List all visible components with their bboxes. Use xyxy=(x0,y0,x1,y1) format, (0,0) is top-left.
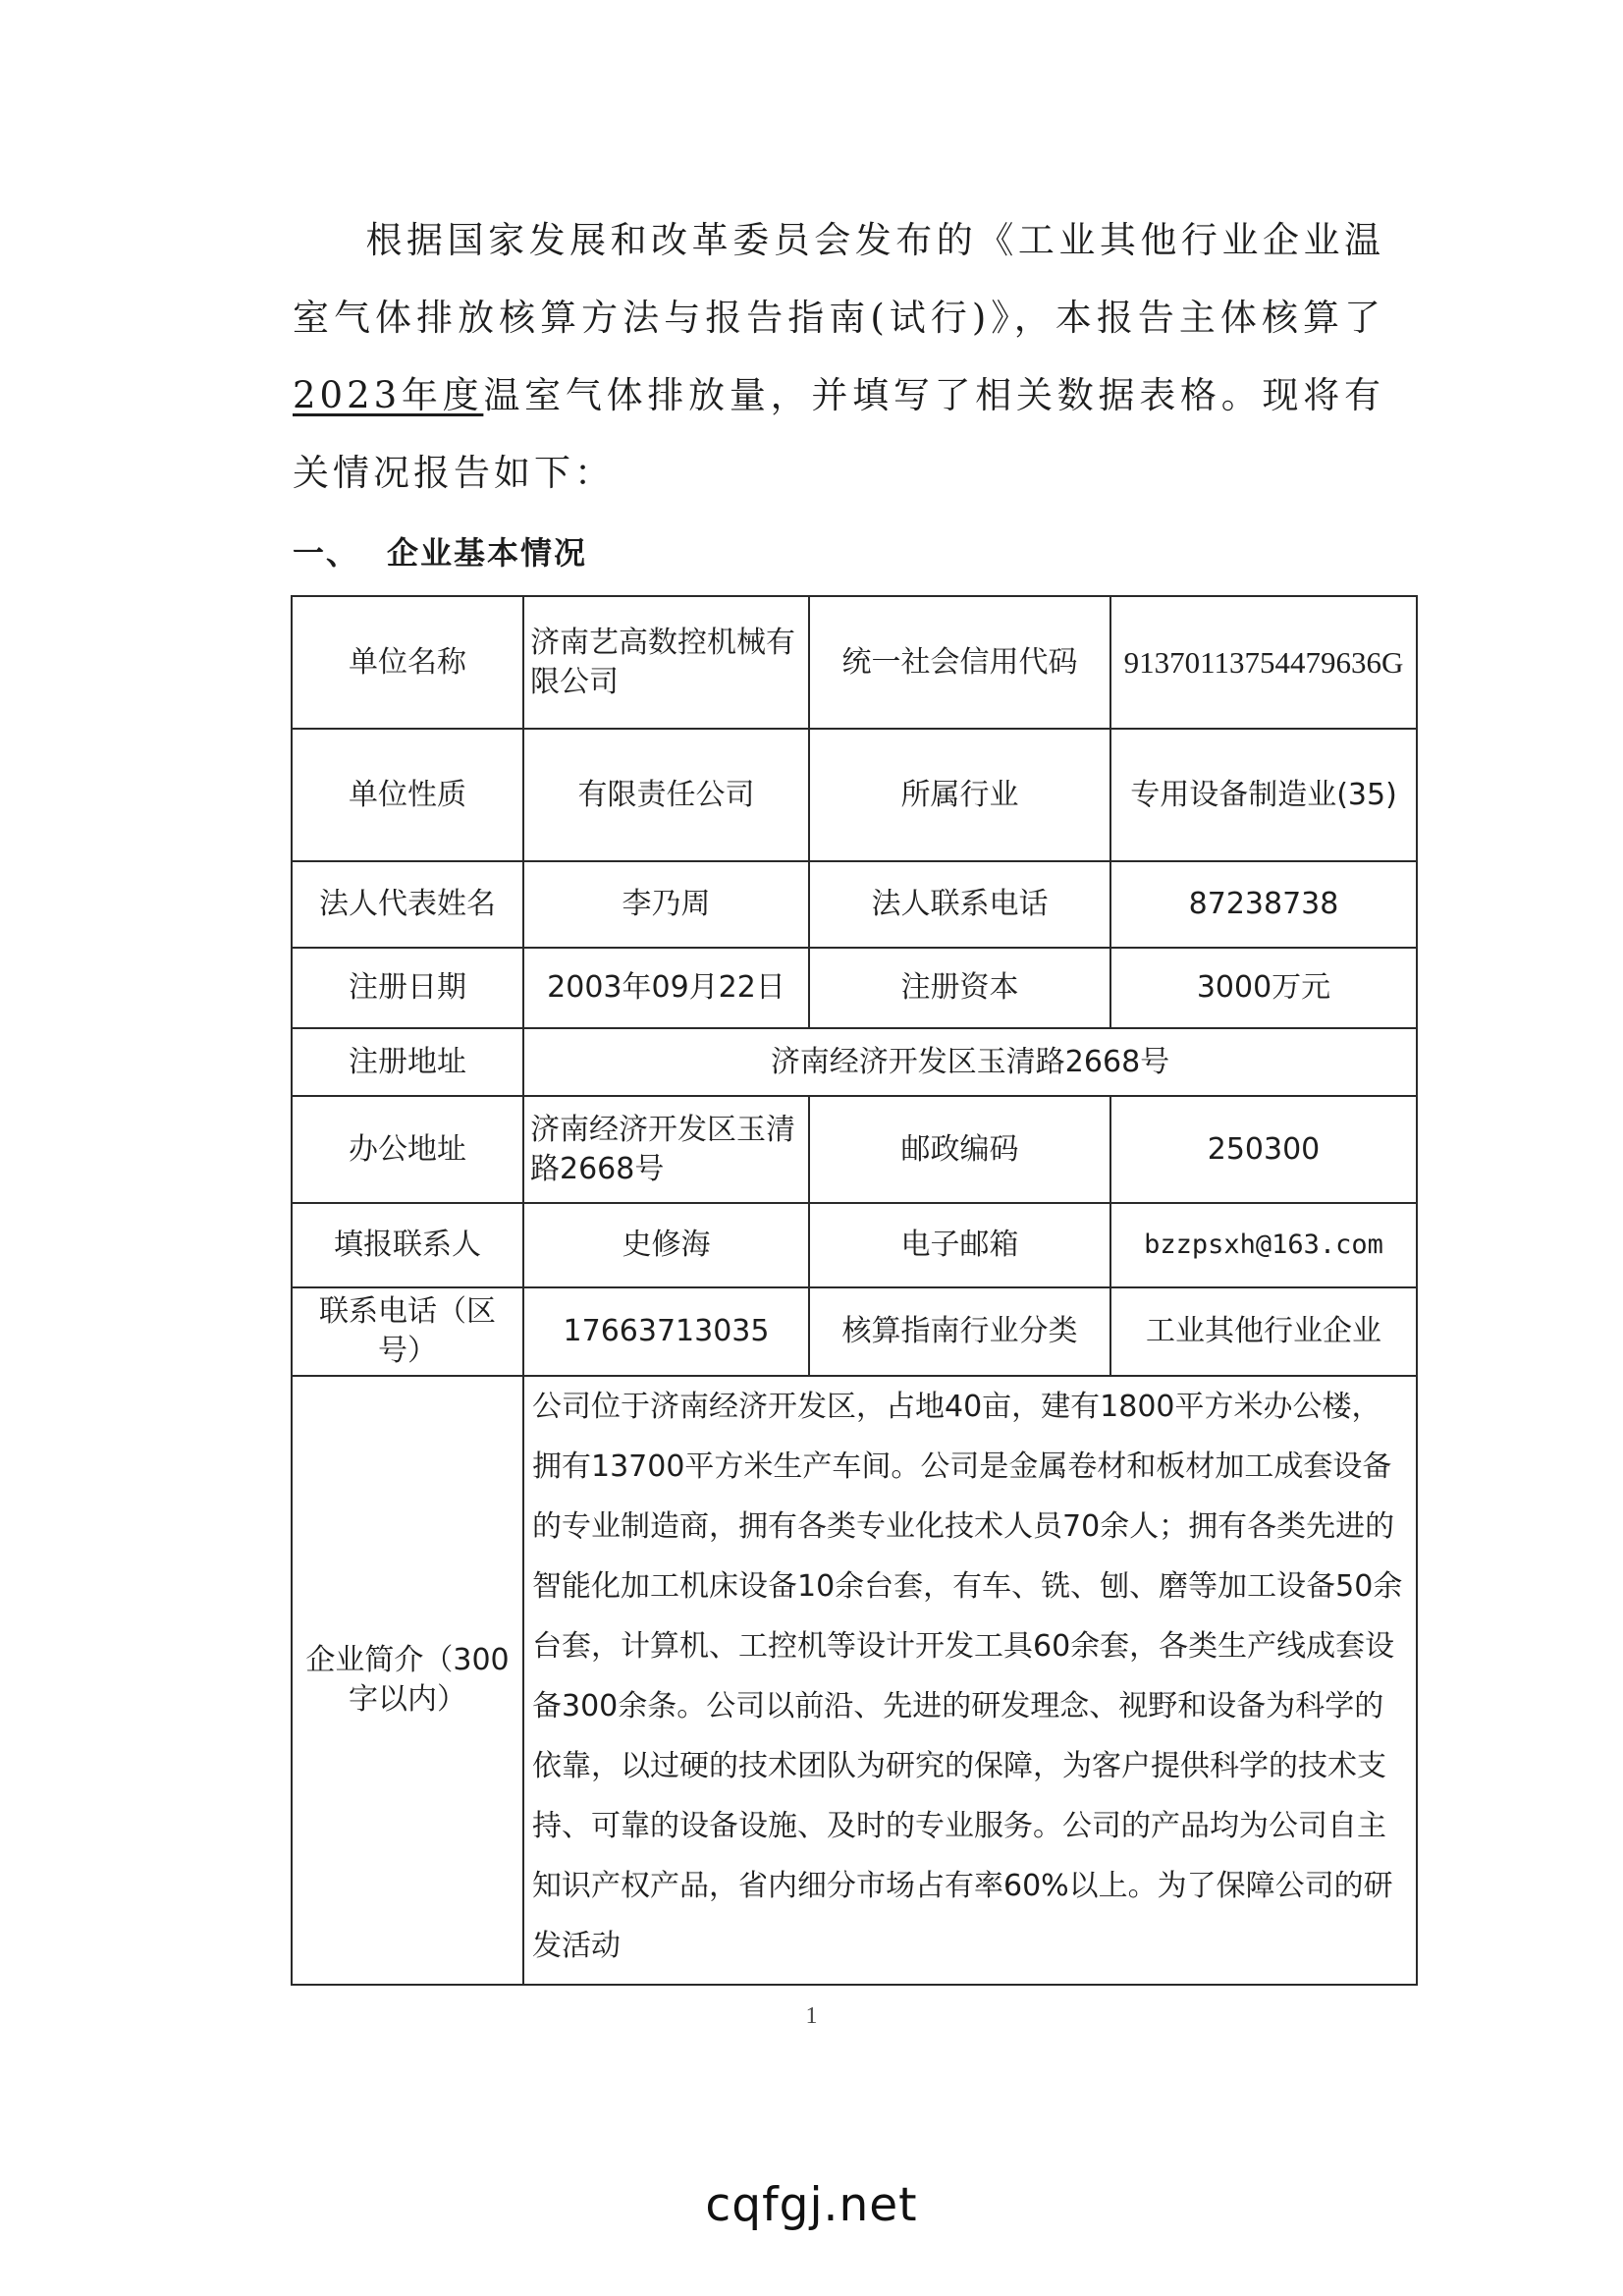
postal-code-label: 邮政编码 xyxy=(809,1096,1110,1203)
industry-label: 所属行业 xyxy=(809,729,1110,861)
reporting-year: 2023年度 xyxy=(293,374,484,416)
watermark: cqfgj.net xyxy=(705,2178,918,2232)
table-row xyxy=(292,1287,1417,1376)
table-row xyxy=(292,729,1417,861)
reg-address-value: 济南经济开发区玉清路2668号 xyxy=(523,1028,1417,1096)
table-row xyxy=(292,948,1417,1028)
intro-paragraph xyxy=(293,201,1384,512)
unit-nature-value: 有限责任公司 xyxy=(523,729,809,861)
table-row xyxy=(292,1028,1417,1096)
reg-capital-label: 注册资本 xyxy=(809,948,1110,1028)
profile-value: 公司位于济南经济开发区，占地40亩，建有1800平方米办公楼，拥有13700平方米生产车间。公司是金属卷材和板材加工成套设备的专业制造商，拥有各类专业化技术人员70余人；拥有各类先进的智能化加工机床设备10余台套，有车、铣、刨、磨等加工设备50余台套，计算机、工控机等设计开发工具60余套，各类生产线成套设备300余条。公司以前沿、先进的研发理念、视野和设备为科学的依靠，以过硬的技术团队为研究的保障，为客户提供科学的技术支持、可靠的设备设施、及时的专业服务。公司的产品均为公司自主知识产权产品，省内细分市场占有率60%以上。为了保障公司的研发活动 xyxy=(523,1376,1417,1985)
intro-text-before: 根据国家发展和改革委员会发布的《工业其他行业企业温室气体排放核算方法与报告指南(试行)》，本报告主体核算了 xyxy=(293,219,1384,339)
page-number: 1 xyxy=(805,2003,818,2029)
legal-phone-label: 法人联系电话 xyxy=(809,861,1110,948)
table-row xyxy=(292,596,1417,729)
unit-nature-label: 单位性质 xyxy=(292,729,523,861)
unit-name-value: 济南艺高数控机械有限公司 xyxy=(523,596,809,729)
unit-name-label: 单位名称 xyxy=(292,596,523,729)
profile-label: 企业简介（300字以内） xyxy=(292,1376,523,1985)
section-title: 企业基本情况 xyxy=(387,534,588,572)
legal-rep-value: 李乃周 xyxy=(523,861,809,948)
table-row xyxy=(292,1203,1417,1287)
intro-text-after: 温室气体排放量，并填写了相关数据表格。现将有关情况报告如下： xyxy=(293,374,1384,494)
postal-code-value: 250300 xyxy=(1110,1096,1417,1203)
reg-address-label: 注册地址 xyxy=(292,1028,523,1096)
table-row xyxy=(292,1096,1417,1203)
office-address-label: 办公地址 xyxy=(292,1096,523,1203)
credit-code-value: 91370113754479636G xyxy=(1110,596,1417,729)
section-number: 一、 xyxy=(293,534,360,572)
industry-value: 专用设备制造业(35) xyxy=(1110,729,1417,861)
contact-phone-value: 17663713035 xyxy=(523,1287,809,1376)
contact-phone-label: 联系电话（区号） xyxy=(292,1287,523,1376)
reg-date-value: 2003年09月22日 xyxy=(523,948,809,1028)
email-value: bzzpsxh@163.com xyxy=(1110,1203,1417,1287)
company-info-table xyxy=(291,595,1418,1986)
guide-category-label: 核算指南行业分类 xyxy=(809,1287,1110,1376)
legal-phone-value: 87238738 xyxy=(1110,861,1417,948)
table-row xyxy=(292,861,1417,948)
office-address-value: 济南经济开发区玉清路2668号 xyxy=(523,1096,809,1203)
contact-person-value: 史修海 xyxy=(523,1203,809,1287)
reg-date-label: 注册日期 xyxy=(292,948,523,1028)
credit-code-label: 统一社会信用代码 xyxy=(809,596,1110,729)
guide-category-value: 工业其他行业企业 xyxy=(1110,1287,1417,1376)
email-label: 电子邮箱 xyxy=(809,1203,1110,1287)
section-heading xyxy=(293,528,587,574)
contact-person-label: 填报联系人 xyxy=(292,1203,523,1287)
table-row xyxy=(292,1376,1417,1985)
reg-capital-value: 3000万元 xyxy=(1110,948,1417,1028)
legal-rep-label: 法人代表姓名 xyxy=(292,861,523,948)
